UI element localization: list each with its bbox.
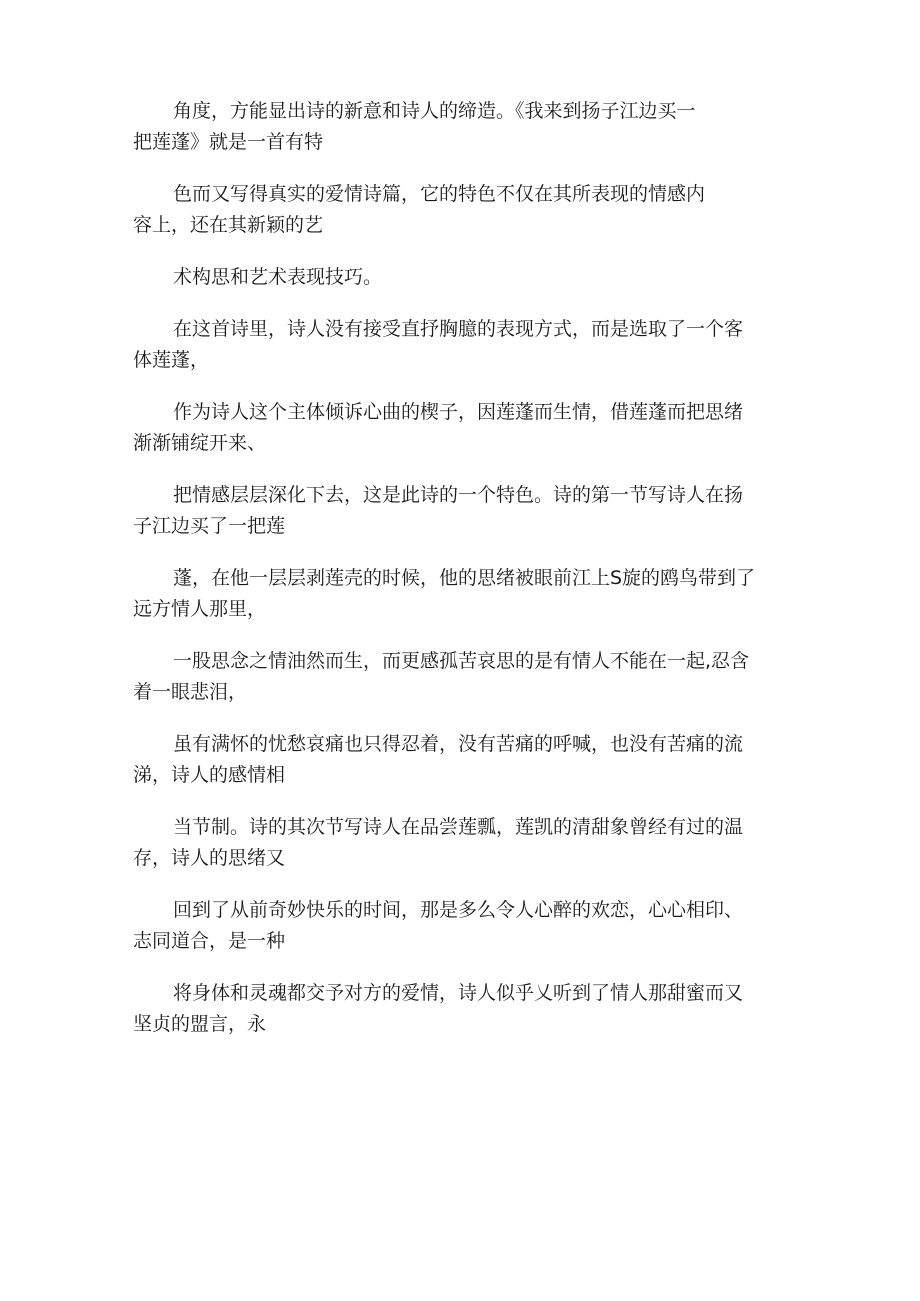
body-text [133,96,793,1061]
paragraph-3: 术构思和艺术表现技巧。 [173,266,383,288]
paragraph-6: 把情感层层深化下去，这是此诗的一个特色。诗的第一节写诗人在扬 子江边买了一把莲 [133,484,744,537]
paragraph-1: 角度，方能显出诗的新意和诗人的缔造。《我来到扬子江边买一 把莲蓬》就是一首有特 [133,100,696,153]
paragraph-8: 一股思念之情油然而生，而更感孤苦哀思的是有情人不能在一起,忍含 着一眼悲泪， [133,650,750,703]
paragraph-11: 回到了从前奇妙快乐的时间，那是多么令人心醉的欢恋，心心相印、 志同道合，是一种 [133,899,744,952]
paragraph-5: 作为诗人这个主体倾诉心曲的楔子，因莲蓬而生情，借莲蓬而把思绪 渐渐铺绽开来、 [133,401,744,454]
paragraph-12: 将身体和灵魂都交予对方的爱情，诗人似乎乂听到了情人那甜蜜而又 坚贞的盟言，永 [133,982,744,1035]
paragraph-7: 蓬，在他一层层剥莲壳的时候，他的思绪被眼前江上S旋的鸥鸟带到了 远方情人那里， [133,567,756,620]
paragraph-10: 当节制。诗的其次节写诗人在品尝莲瓢，莲凯的清甜象曾经有过的温 存，诗人的思绪又 [133,816,744,869]
paragraph-4: 在这首诗里，诗人没有接受直抒胸臆的表现方式，而是选取了一个客 体莲蓬， [133,318,744,371]
paragraph-9: 虽有满怀的忧愁哀痛也只得忍着，没有苦痛的呼喊，也没有苦痛的流 涕，诗人的感情相 [133,733,744,786]
paragraph-2: 色而又写得真实的爱情诗篇，它的特色不仅在其所表现的情感内 容上，还在其新颖的艺 [133,183,706,236]
